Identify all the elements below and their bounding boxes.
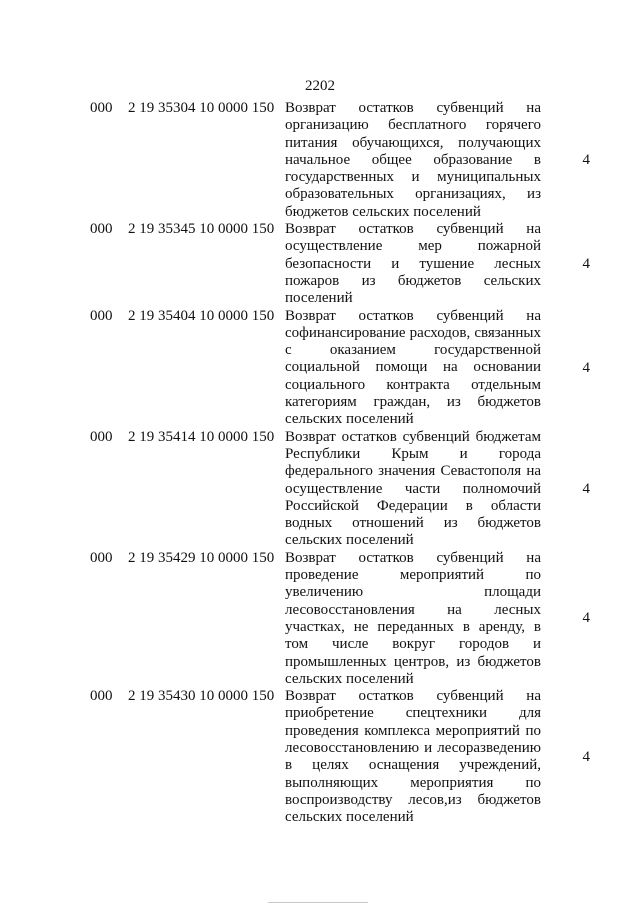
admin-code: 000 xyxy=(90,307,113,324)
page-number: 2202 xyxy=(305,78,335,94)
admin-code: 000 xyxy=(90,100,113,116)
row-value: 4 xyxy=(582,480,590,497)
table-row xyxy=(90,688,590,826)
row-description: Возврат остатков субвенций на организацию бесплатного горячего питания обучающихся, получающих начальное общее образование в государственных и муниципальных образовательных организациях, из бюджетов сельских поселений xyxy=(285,100,541,220)
table-row xyxy=(90,550,590,688)
budget-classification-code: 2 19 35414 10 0000 150 xyxy=(128,428,275,445)
budget-classification-code: 2 19 35304 10 0000 150 xyxy=(128,100,275,116)
row-value: 4 xyxy=(582,152,590,169)
scan-edge-line xyxy=(268,902,368,903)
row-description: Возврат остатков субвенций на осуществление мер пожарной безопасности и тушение лесных пожаров из бюджетов сельских поселений xyxy=(285,221,541,307)
budget-classification-code: 2 19 35429 10 0000 150 xyxy=(128,549,275,566)
budget-code-table xyxy=(90,100,590,826)
row-value: 4 xyxy=(582,748,590,765)
table-row xyxy=(90,308,590,429)
budget-classification-code: 2 19 35430 10 0000 150 xyxy=(128,688,275,705)
row-description: Возврат остатков субвенций бюджетам Республики Крым и города федерального значения Севастополя на осуществление части полномочий Российской Федерации в области водных отношений из бюджетов сельских поселений xyxy=(285,428,541,549)
admin-code: 000 xyxy=(90,221,113,238)
row-description: Возврат остатков субвенций на софинансирование расходов, связанных с оказанием государственной социальной помощи на основании социального контракта отдельным категориям граждан, из бюджетов сельских поселений xyxy=(285,307,541,428)
budget-classification-code: 2 19 35404 10 0000 150 xyxy=(128,307,275,324)
table-row xyxy=(90,221,590,307)
row-value: 4 xyxy=(582,359,590,376)
admin-code: 000 xyxy=(90,549,113,566)
table-row xyxy=(90,100,590,221)
admin-code: 000 xyxy=(90,688,113,705)
row-description: Возврат остатков субвенций на приобретение спецтехники для проведения комплекса мероприятий по лесовосстановлению и лесоразведению в целях оснащения учреждений, выполняющих мероприятия по воспроизводству лесов,из бюджетов сельских поселений xyxy=(285,688,541,826)
row-value: 4 xyxy=(582,610,590,627)
row-value: 4 xyxy=(582,255,590,272)
admin-code: 000 xyxy=(90,428,113,445)
row-description: Возврат остатков субвенций на проведение мероприятий по увеличению площади лесовосстановления на лесных участках, не переданных в аренду, в том числе вокруг городов и промышленных центров, из бюджетов сельских поселений xyxy=(285,549,541,687)
table-row xyxy=(90,429,590,550)
budget-classification-code: 2 19 35345 10 0000 150 xyxy=(128,221,275,238)
